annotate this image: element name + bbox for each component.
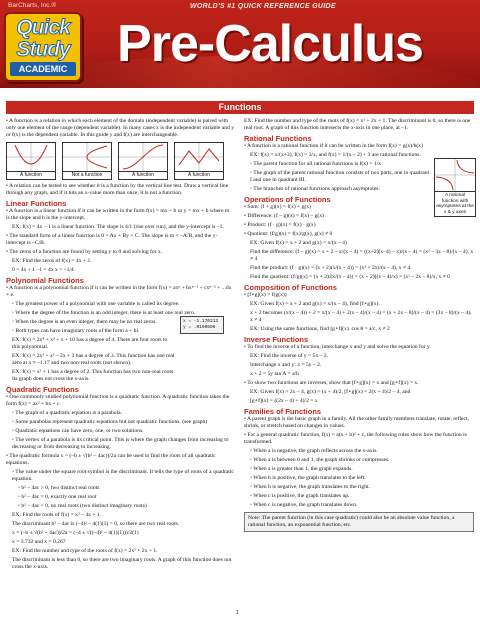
heading-operations: Operations of Functions xyxy=(244,195,331,204)
inverse-step-1: Interchange x and y: x = 5y – 2. xyxy=(250,362,322,368)
ops-quotient-work: Find the quotient: (f/g)(x) = (x + 2)/(x/(x – 4)) = (x + 2)((x – 4)/x) = (x² – 2x – 8)/x, x ≠ 0 xyxy=(250,274,450,280)
families-rule-4: ◦ When b is positive, the graph translates to the left. xyxy=(250,475,366,481)
calculator-readout xyxy=(180,316,224,334)
quad-example-2: EX: Find the number and type of the roots of f(x) = 2x² + 2x + 1. xyxy=(12,548,158,554)
function-graphs xyxy=(6,142,234,180)
quad-solutions: ◦ Quadratic equations can have zero, one, or two solutions. xyxy=(12,428,144,434)
ops-product-work: Find the product: (f · g)(x) = (x + 2)(x/(x – 4)) = (x² + 2x)/(x – 4), x ≠ 4. xyxy=(250,265,412,271)
rational-graph-caption: A rational function with asymptotes at the x & y axes xyxy=(434,192,476,217)
graph-3-caption: A function xyxy=(118,172,168,180)
families-note: Note: The parent function (in this case quadratic) could also be an absolute value function, a rational function, an exponential function, etc. xyxy=(244,512,474,532)
graph-4-plot xyxy=(174,142,224,172)
linear-example: EX: f(x) = 4x – 1 is a linear function. The slope is 4/1 (rise over run), and the y-intercept is –1. xyxy=(12,224,224,230)
intro-paragraph: • A function is a relation in which each element of the domain (independent variable) is paired with only one element of the range (dependent variable). In many cases x is the independent variable and y or f(x) is the dependent variable. In this guide y and f(x) are interchangeable. xyxy=(6,118,235,138)
comp-def: • [f∘g](x) = f(g(x)) xyxy=(244,292,287,298)
ops-example: EX: Given f(x) = x + 2 and g(x) = x/(x – 4) xyxy=(250,240,347,246)
families-parent: • A parent graph is the basic graph in a family. All the other family members translate, rotate, reflect, shrink, or stretch based on changes in values. xyxy=(244,416,469,429)
families-rule-3: ◦ When a is greater than 1, the graph expands. xyxy=(250,466,353,472)
heading-linear-functions: Linear Functions xyxy=(6,199,67,208)
brand-text: BarCharts, Inc.® xyxy=(8,2,57,9)
rational-asymptotes: ◦ The branches of rational functions approach asymptotes. xyxy=(250,186,380,192)
poly-odd: ◦ Where the degree of the function is an odd integer, there is at least one real zero. xyxy=(12,310,196,316)
page-number: 1 xyxy=(236,610,239,616)
graph-function-3 xyxy=(118,142,168,180)
graph-1-plot xyxy=(6,142,56,172)
graph-2-plot xyxy=(62,142,112,172)
poly-degree: ◦ The greatest power of a polynomial with one variable is called its degree. xyxy=(12,301,180,307)
quad-parabola-note: ◦ Some parabolas represent quadratic equations but not quadratic functions. (see graph) xyxy=(12,419,208,425)
graph-3-plot xyxy=(118,142,168,172)
section-title-functions: Functions xyxy=(6,101,474,114)
comp-example: EX: Given f(x) = x + 2 and g(x) = x/(x – 4), find [f∘g](x). xyxy=(250,301,380,307)
quickstudy-logo xyxy=(4,12,82,82)
families-rule-6: ◦ When c is positive, the graph translates up. xyxy=(250,493,350,499)
disc-positive: ◦ b² – 4ac > 0, two distinct real roots xyxy=(18,485,100,491)
graph-2-caption: Not a function xyxy=(62,172,112,180)
graph-not-function xyxy=(62,142,112,180)
quad-formula: • The quadratic formula x = (–b ± √(b² – 4ac))/2a can be used to find the roots of all quadratic equations. xyxy=(6,453,216,466)
calc-y-value: y = .0100606 xyxy=(183,325,216,330)
right-top-example: EX: Find the number and type of the roots of f(x) = x² + 2x + 1. The discriminant is 0, so there is one real root. A graph of this function intersects the x-axis in one place, at –1. xyxy=(244,118,471,131)
quad-parabola: ◦ The graph of a quadratic equation is a parabola. xyxy=(12,410,122,416)
rational-def: • A function is a rational function if it can be written in the form f(x) = g(x)/h(x) xyxy=(244,143,423,149)
inverse-example-2: EX: Given f(x) = 2x – 4, g(x) = (x + 4)/2, [f∘g](x) = 2(x + 4)/2 – 4, and xyxy=(250,389,411,395)
disc-zero: ◦ b² – 4ac = 0, exactly one real root xyxy=(18,494,97,500)
comp-example-2: EX: Using the same functions, find [g∘f](x). cos θ = a/c, x ≠ 2 xyxy=(250,326,390,332)
inverse-example: EX: Find the inverse of y = 5x – 2. xyxy=(250,353,329,359)
heading-quadratic-functions: Quadratic Functions xyxy=(6,385,79,394)
heading-polynomial-functions: Polynomial Functions xyxy=(6,276,84,285)
graph-function-4 xyxy=(174,142,224,180)
quad-vertex: ◦ The vertex of a parabola is its critical point. This is where the graph changes from increasing to decreasing or from decreasing to increasing. xyxy=(12,437,229,450)
logo-study: Study xyxy=(16,38,70,61)
rational-parent: ◦ The parent function for all rational functions is f(x) = 1/x xyxy=(250,161,382,167)
quad-example-disc: The discriminant b² – 4ac is (–4)² – 4(1)(1) > 0, so there are two real roots. xyxy=(12,521,180,527)
quad-discriminant: ◦ The value under the square root symbol is the discriminant. It tells the type of roots of a quadratic equation. xyxy=(12,469,234,482)
poly-example-1: EX: f(x) = 2x⁴ + x³ + x + 10 has a degree of 4. There are four roots to this polynomial. xyxy=(12,337,168,350)
families-general: • For a general quadratic function, f(x) = a(x + b)² + c, the following rules show how the function is transformed. xyxy=(244,432,467,445)
heading-inverse: Inverse Functions xyxy=(244,335,309,344)
tagline: WORLD'S #1 QUICK REFERENCE GUIDE xyxy=(190,3,336,10)
inverse-step-2: x + 2 = 5y tan A = a/b xyxy=(250,371,299,377)
poly-example-3: EX: f(x) = x² + 1 has a degree of 2. This function has two non-real roots. Its graph does not cross the x-axis. xyxy=(12,369,175,382)
poly-def: • A function is a polynomial function if it can be written in the form f(x) = axⁿ + bxⁿ⁻¹ + cxⁿ⁻² + ...dx + e. xyxy=(6,285,232,298)
heading-families: Families of Functions xyxy=(244,407,322,416)
right-column xyxy=(244,118,474,532)
linear-def: • A function is a linear function if it can be written in the form f(x) = mx + b or y = mx + b where m is the slope and b is the y-intercept. xyxy=(6,208,230,221)
quad-example: EX: Find the roots of f(x) = x² – 4x + 1. xyxy=(12,512,102,518)
families-rule-5: ◦ When b is negative, the graph translates to the right. xyxy=(250,484,370,490)
poly-even: ◦ When the degree is an even integer, there may be no real zeros. xyxy=(12,319,157,325)
linear-zeros: • The zeros of a function are found by setting y to 0 and solving for x. xyxy=(6,249,163,255)
vertical-line-test: • A relation can be tested to see whether it is a function by the vertical line test. Draw a vertical line through any graph, and if it hits an x-value more than once, it is not a function. xyxy=(6,183,229,196)
calc-x-value: x = -1.170213 xyxy=(183,319,219,324)
ops-difference-work: Find the difference: (f – g)(x) = x + 2 – x/(x – 4) = ((x+2)(x–4) – x)/(x – 4) = (x² – 3x – 8)/(x – 4), x ≠ 4 xyxy=(250,249,474,262)
linear-zeros-work: 0 = 4x + 1 –1 = 4x x = –1/4 xyxy=(12,267,74,273)
quad-example-answer: x = 3.732 and x = 0.267 xyxy=(12,539,66,545)
comp-work: x + 2 becomes (x/(x – 4)) + 2 = x/(x – 4) + 2(x – 4)/(x – 4) = (x + 2x – 8)/(x – 4) = (3x – 8)/(x – 4), x ≠ 4 xyxy=(250,310,472,323)
left-column xyxy=(6,118,234,573)
heading-rational-functions: Rational Functions xyxy=(244,134,312,143)
inverse-check: • To show two functions are inverses, show that [f∘g](x) = x and [g∘f](x) = x. xyxy=(244,380,419,386)
poly-example-2: EX: f(x) = 2x³ + x² – 2x + 3 has a degree of 3. This function has one real zero at x ≈ –1.17 and two non-real roots (not shown). xyxy=(12,353,175,366)
ops-sum: • Sum: (f + g)(x) = f(x) + g(x) xyxy=(244,204,312,210)
heading-composition: Composition of Functions xyxy=(244,283,337,292)
rational-example: EX: f(x) = x/(x+3), f(x) = 3/x, and f(x) = 1/(x – 2) + 3 are rational functions. xyxy=(250,152,421,158)
graph-4-caption: A function xyxy=(174,172,224,180)
poly-imaginary: ◦ Both types can have imaginary roots of the form a + bi. xyxy=(12,328,140,334)
ops-quotient: • Quotient: (f/g)(x) = f(x)/g(x), g(x) ≠ 0 xyxy=(244,231,333,237)
graph-1-caption: A function xyxy=(6,172,56,180)
families-rule-2: ◦ When a is between 0 and 1, the graph shrinks or compresses. xyxy=(250,457,390,463)
quad-example-2-answer: The discriminant is less than 0, so there are two imaginary roots. A graph of this function does not cross the x-axis. xyxy=(12,557,232,570)
quad-def: • One commonly studied polynomial function is a quadratic function. A quadratic function takes the form f(x) = ax² + bx + c xyxy=(6,394,230,407)
quad-example-formula: x = (–b ± √(b² – 4ac))/2a = (–4 ± √((–4)² – 4(1)(1)))/2(1) xyxy=(12,530,139,536)
linear-zeros-example: EX: Find the zeros of f(x) = 4x + 1. xyxy=(12,258,92,264)
ops-difference: • Difference: (f – g)(x) = f(x) – g(x) xyxy=(244,213,324,219)
ops-product: • Product: (f · g)(x) = f(x) · g(x) xyxy=(244,222,316,228)
families-rule-1: ◦ When a is negative, the graph reflects across the x-axis. xyxy=(250,448,378,454)
logo-academic: ACADEMIC xyxy=(10,62,76,76)
header-banner xyxy=(0,0,480,88)
inverse-def: • To find the inverse of a function, interchange x and y and solve the equation for y. xyxy=(244,344,431,350)
disc-negative: ◦ b² – 4ac < 0, no real roots (two distinct imaginary roots) xyxy=(18,503,147,509)
linear-standard-form: • The standard form of a linear function is 0 = Ax + By + C. The slope is m = –A/B, and the y-intercept is –C/B. xyxy=(6,233,218,246)
page-title: Pre-Calculus xyxy=(117,15,423,73)
families-rule-7: ◦ When c is negative, the graph translates down. xyxy=(250,502,358,508)
graph-function-1 xyxy=(6,142,56,180)
inverse-example-2b: [g∘f](x) = ((2x – 4) + 4)/2 = x xyxy=(250,398,318,404)
logo-quick: Quick xyxy=(16,16,70,39)
rational-quadrants: ◦ The graph of the parent rational function consists of two parts, one in quadrant I and one in quadrant III. xyxy=(250,170,430,183)
